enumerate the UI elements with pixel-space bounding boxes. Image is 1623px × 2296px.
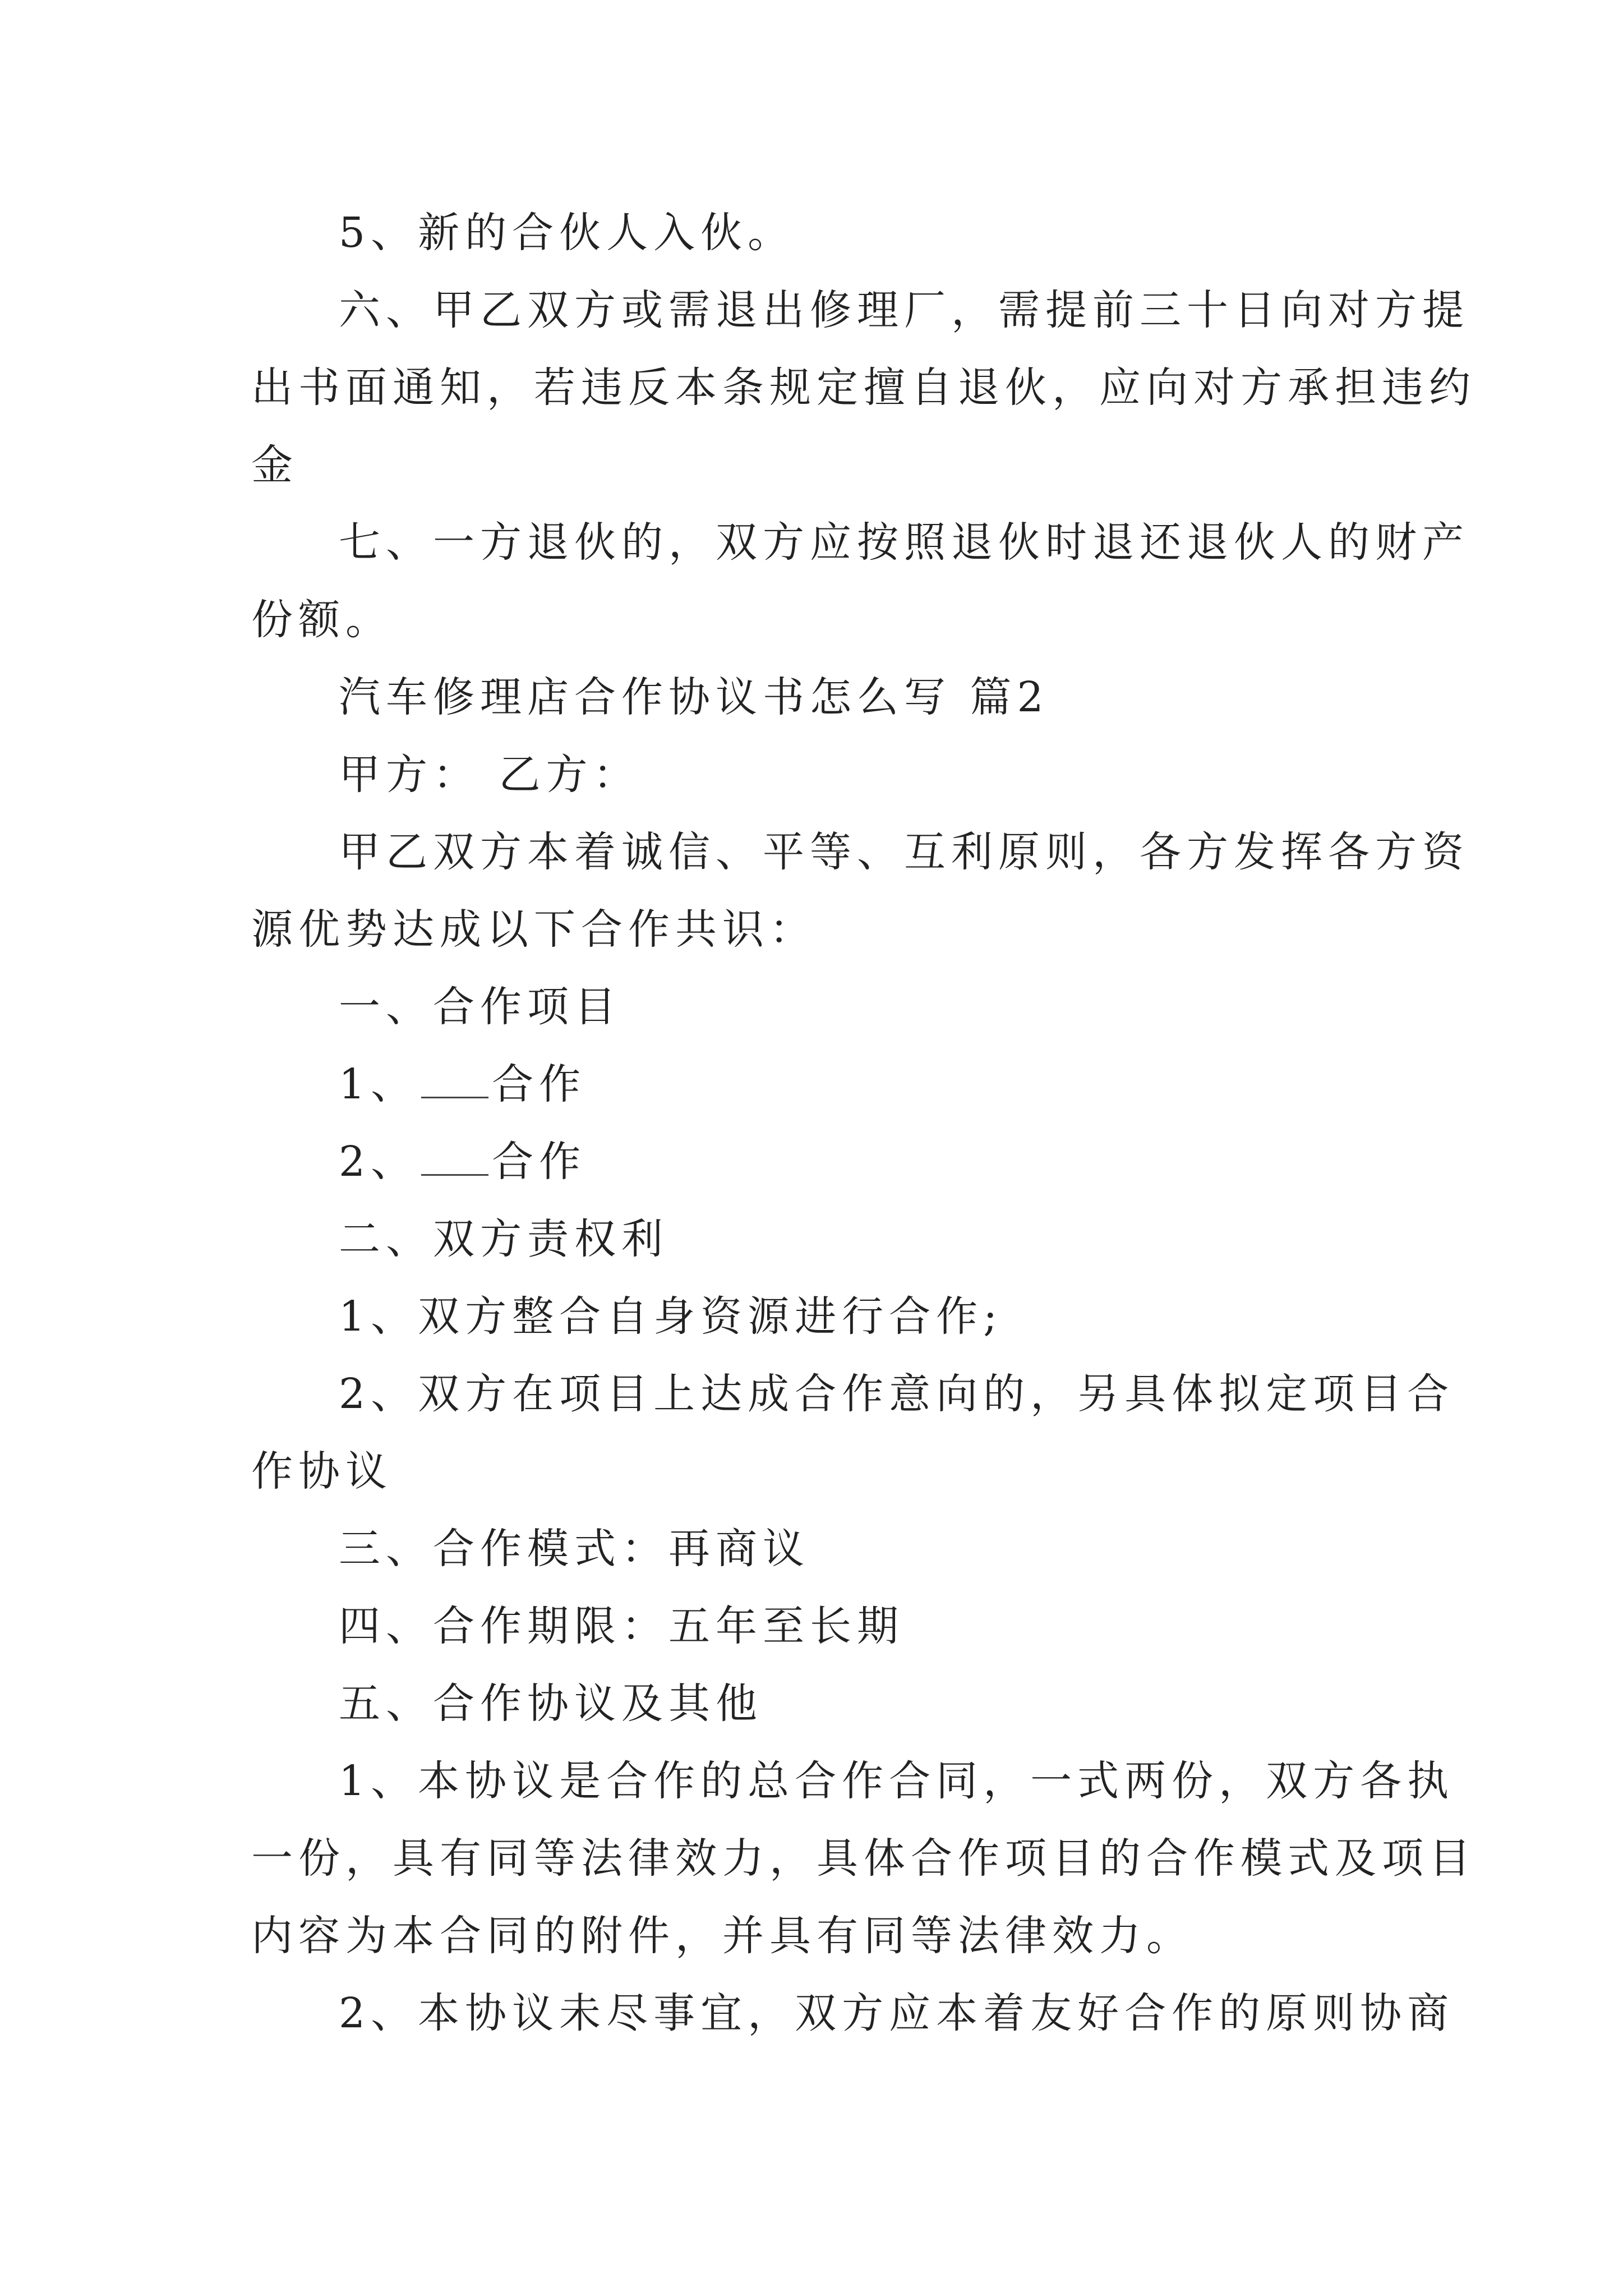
text-line: 1、双方整合自身资源进行合作;: [339, 1292, 1003, 1341]
item-suffix: 合作: [492, 1060, 587, 1108]
fill-in-blank: [421, 1096, 488, 1098]
paragraph: [251, 1200, 1384, 1278]
paragraph: [251, 1278, 1384, 1355]
text-line: 一、合作项目: [339, 983, 621, 1031]
text-line: 内容为本合同的附件，并具有同等法律效力。: [251, 1912, 1193, 1960]
document-body: [251, 194, 1476, 2052]
text-line: 三、合作模式：再商议: [339, 1525, 810, 1573]
paragraph: [251, 813, 1469, 968]
text-line: 四、合作期限：五年至长期: [339, 1602, 904, 1650]
text-line: 1、本协议是合作的总合作合同，一式两份，双方各执: [339, 1757, 1455, 1805]
paragraph: [251, 194, 1384, 272]
text-line: 六、甲乙双方或需退出修理厂，需提前三十日向对方提: [339, 286, 1469, 334]
text-line: 出书面通知，若违反本条规定擅自退伙，应向对方承担违约: [251, 364, 1476, 412]
text-line: 金: [251, 441, 298, 489]
text-line: 甲乙双方本着诚信、平等、互利原则，各方发挥各方资: [339, 828, 1469, 876]
text-line: 源优势达成以下合作共识：: [251, 905, 817, 954]
text-line: 作协议: [251, 1447, 393, 1496]
section-heading: [251, 659, 1384, 736]
paragraph: [251, 1510, 1384, 1588]
text-line: 甲方： 乙方：: [339, 751, 640, 799]
item-prefix: 1、: [339, 1060, 418, 1108]
paragraph: [251, 1355, 1455, 1510]
paragraph: [251, 1046, 1384, 1123]
text-line: 5、新的合伙人入伙。: [339, 209, 795, 257]
paragraph: [251, 504, 1469, 659]
text-line: 汽车修理店合作协议书怎么写 篇2: [339, 673, 1049, 721]
paragraph: [251, 272, 1476, 504]
fill-in-blank: [421, 1174, 488, 1176]
paragraph: [251, 968, 1384, 1046]
paragraph: [251, 736, 1384, 813]
item-prefix: 2、: [339, 1138, 418, 1186]
text-line: [251, 1123, 1384, 1200]
text-line: 五、合作协议及其他: [339, 1680, 763, 1728]
text-line: 2、本协议未尽事宜，双方应本着友好合作的原则协商: [339, 1989, 1455, 2037]
paragraph: [251, 1665, 1384, 1742]
text-line: 2、双方在项目上达成合作意向的，另具体拟定项目合: [339, 1370, 1455, 1418]
paragraph: [251, 1123, 1384, 1200]
paragraph: [251, 1588, 1384, 1665]
text-line: [251, 1046, 1384, 1123]
text-line: 七、一方退伙的，双方应按照退伙时退还退伙人的财产: [339, 518, 1469, 567]
text-line: 一份，具有同等法律效力，具体合作项目的合作模式及项目: [251, 1834, 1476, 1883]
paragraph: [251, 1742, 1476, 1975]
paragraph: [251, 1975, 1455, 2052]
text-line: 二、双方责权利: [339, 1215, 668, 1263]
text-line: 份额。: [251, 596, 393, 644]
item-suffix: 合作: [492, 1138, 587, 1186]
